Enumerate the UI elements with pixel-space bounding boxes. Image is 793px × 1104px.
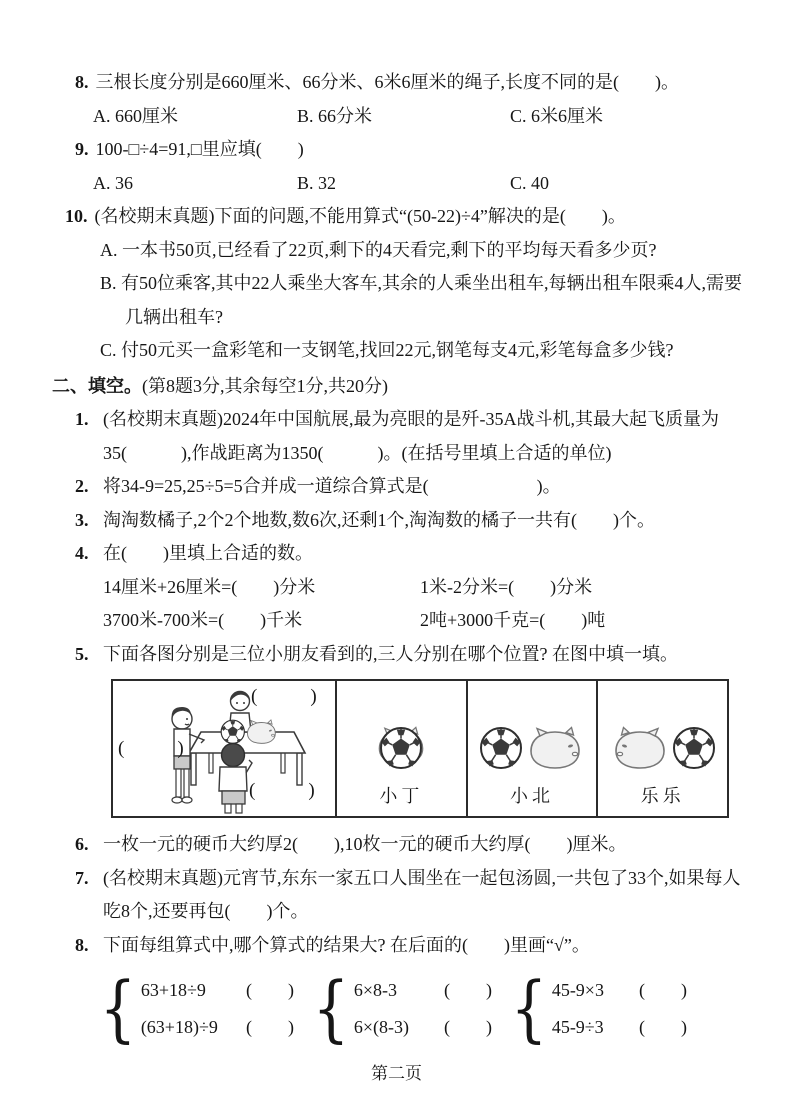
- item-text: 一枚一元的硬币大约厚2( ),10枚一元的硬币大约厚( )厘米。: [103, 834, 627, 854]
- left-brace: {: [99, 966, 137, 1050]
- unit-conversion: 2吨+3000千克=( )吨: [420, 610, 606, 630]
- brace-group-1: [95, 968, 308, 1048]
- answer-blank: ( ): [246, 979, 294, 1000]
- answer-blank: ( ): [249, 780, 320, 801]
- ball-left-pig-right-icon: [479, 724, 585, 772]
- expression: 6×(8-3): [353, 1016, 409, 1037]
- choice-question-8-options: [75, 100, 753, 134]
- item-text: 2024年中国航展,最为亮眼的是歼-35A战斗机,其最大起飞质量为35( ),作战距离为1350( )。(在括号里填上合适的单位): [103, 409, 719, 463]
- fill-item-2: [75, 470, 753, 504]
- option-c: C. 40: [510, 172, 550, 193]
- soccer-ball-icon: [674, 728, 714, 768]
- option-b: B. 66分米: [297, 105, 373, 126]
- question-stem: 三根长度分别是660厘米、66分米、6米6厘米的绳子,长度不同的是( )。: [95, 72, 679, 92]
- answer-blank: ( ): [444, 1016, 492, 1037]
- ball-front-of-pig-icon: [373, 724, 429, 772]
- item-tag: (名校期末真题): [103, 409, 223, 429]
- option-c: C. 6米6厘米: [510, 105, 604, 126]
- answer-blank: ( ): [444, 979, 492, 1000]
- expression: 45-9×3: [551, 979, 604, 1000]
- unit-conversion: 1米-2分米=( )分米: [420, 576, 593, 597]
- expression-comparison-groups: [95, 968, 753, 1048]
- pig-left-ball-right-icon: [610, 724, 716, 772]
- item-text: 下面每组算式中,哪个算式的结果大? 在后面的( )里画“√”。: [103, 934, 590, 955]
- choice-question-9: [75, 133, 753, 167]
- piggy-bank-icon: [247, 720, 275, 743]
- choice-question-10: [65, 200, 753, 234]
- soccer-ball-icon: [221, 720, 244, 743]
- question-stem: 下面的问题,不能用算式“(50-22)÷4”解决的是( )。: [214, 206, 626, 226]
- answer-blank: ( ): [246, 1016, 294, 1037]
- item-text: 淘淘数橘子,2个2个地数,数6次,还剩1个,淘淘数的橘子一共有( )个。: [103, 509, 655, 530]
- choice-question-9-options: [75, 167, 753, 201]
- view-cell-xiaobei: [468, 681, 599, 816]
- item-number: 4.: [75, 543, 89, 563]
- question-number: 10.: [65, 206, 88, 226]
- question-number: 8.: [75, 72, 89, 92]
- left-brace: {: [510, 966, 548, 1050]
- unit-conversion: 14厘米+26厘米=( )分米: [103, 576, 316, 597]
- section-title: 二、填空。: [52, 375, 142, 396]
- expression: 63+18÷9: [140, 979, 206, 1000]
- piggy-bank-icon: [616, 728, 664, 769]
- item-number: 6.: [75, 834, 89, 854]
- position-table: [111, 679, 729, 818]
- answer-blank: ( ): [639, 979, 687, 1000]
- page-footer: 第二页: [371, 1064, 422, 1083]
- item-text: 在( )里填上合适的数。: [103, 543, 313, 563]
- boy-front: [219, 744, 252, 814]
- view-cell-xiaoding: [337, 681, 468, 816]
- fill-item-5: [75, 638, 753, 672]
- scene-cell: [113, 681, 337, 816]
- item-tag: (名校期末真题): [103, 867, 223, 888]
- answer-blank: ( ): [639, 1016, 687, 1037]
- brace-group-2: [308, 968, 506, 1048]
- question-tag: (名校期末真题): [94, 206, 215, 226]
- view-cell-lele: [598, 681, 727, 816]
- fill-item-7: [75, 862, 753, 929]
- answer-blank: ( ): [118, 738, 189, 759]
- item-number: 8.: [75, 934, 89, 955]
- left-brace: {: [312, 966, 350, 1050]
- option-b: B. 有50位乘客,其中22人乘坐大客车,其余的人乘坐出租车,每辆出租车限乘4人,需要几辆出租车?: [100, 273, 743, 327]
- child-name: 乐乐: [640, 786, 685, 806]
- unit-conversion: 3700米-700米=( )千米: [103, 610, 303, 630]
- option-b: B. 32: [297, 172, 337, 193]
- item-number: 2.: [75, 476, 89, 496]
- fill-item-8: [75, 929, 753, 963]
- item-number: 7.: [75, 867, 89, 888]
- child-name: 小丁: [379, 786, 424, 806]
- item-text: 元宵节,东东一家五口人围坐在一起包汤圆,一共包了33个,如果每人吃8个,还要再包( )个。: [103, 867, 741, 921]
- question-number: 9.: [75, 139, 89, 159]
- fill-item-4: [75, 537, 753, 571]
- expression: (63+18)÷9: [140, 1016, 218, 1037]
- choice-question-8: [75, 66, 753, 100]
- piggy-bank-icon: [531, 728, 579, 769]
- fill-item-3: [75, 504, 753, 538]
- item-number: 5.: [75, 643, 89, 664]
- question-stem: 100-□÷4=91,□里应填( ): [95, 139, 304, 159]
- expression: 45-9÷3: [551, 1016, 604, 1037]
- fill-item-4-row-1: [75, 571, 753, 605]
- fill-item-4-row-2: [75, 604, 753, 638]
- option-a: A. 36: [93, 172, 133, 193]
- brace-group-3: [506, 968, 701, 1048]
- item-number: 3.: [75, 509, 89, 530]
- option-c: C. 付50元买一盒彩笔和一支钢笔,找回22元,钢笔每支4元,彩笔每盒多少钱?: [100, 340, 674, 360]
- item-text: 下面各图分别是三位小朋友看到的,三人分别在哪个位置? 在图中填一填。: [103, 643, 678, 664]
- option-a: A. 一本书50页,已经看了22页,剩下的4天看完,剩下的平均每天看多少页?: [100, 239, 657, 260]
- fill-section-header: [52, 370, 753, 404]
- soccer-ball-icon: [381, 728, 421, 768]
- child-name: 小北: [510, 786, 554, 806]
- answer-blank: ( ): [251, 686, 322, 707]
- fill-item-1: [75, 403, 753, 470]
- expression: 6×8-3: [353, 979, 397, 1000]
- option-a: A. 660厘米: [93, 105, 178, 126]
- item-number: 1.: [75, 409, 89, 429]
- soccer-ball-icon: [481, 728, 521, 768]
- fill-item-6: [75, 828, 753, 862]
- item-text: 将34-9=25,25÷5=5合并成一道综合算式是( )。: [103, 476, 561, 496]
- section-score-note: (第8题3分,其余每空1分,共20分): [142, 375, 388, 396]
